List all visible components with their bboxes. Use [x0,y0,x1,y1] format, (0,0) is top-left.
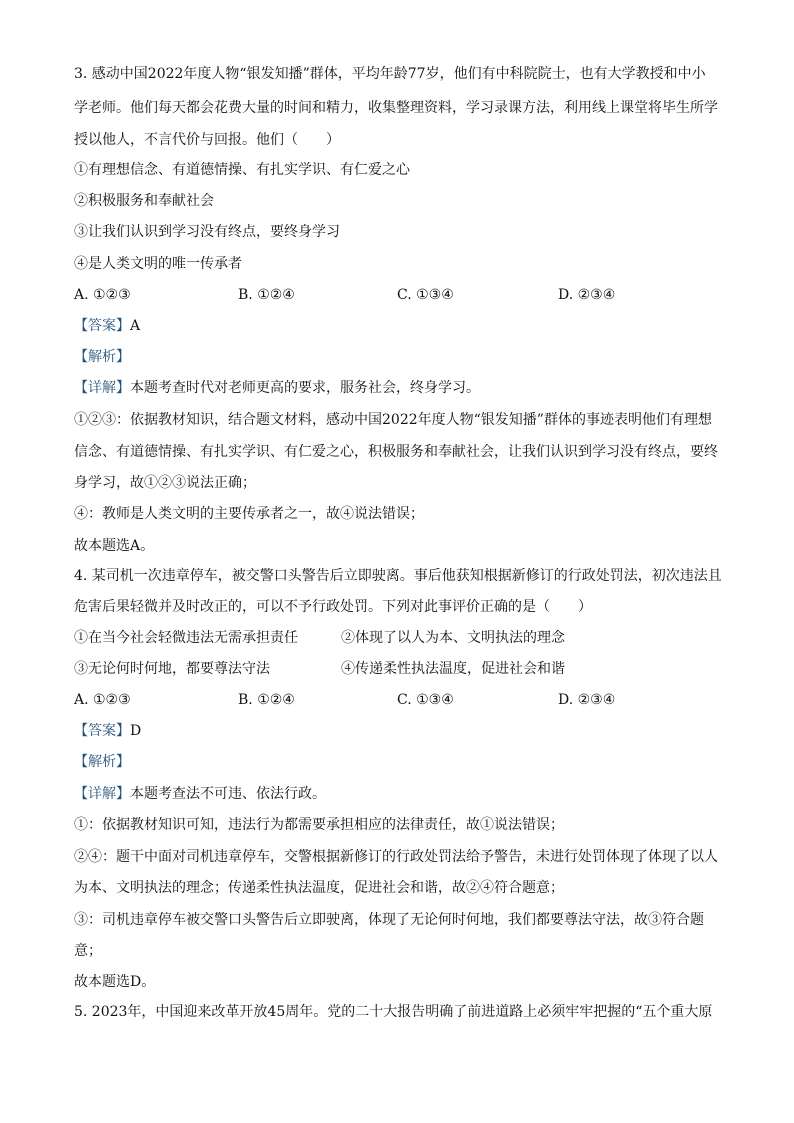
q4-answer-tag: 【答案】 [74,723,130,739]
q4-explanation-5: 意； [74,943,102,959]
q3-item-4: ④是人类文明的唯一传承者 [74,256,242,272]
q3-choice-b: B. ①②④ [238,287,295,303]
q4-explanation-2: ②④：题干中面对司机违章停车，交警根据新修订的行政处罚法给予警告，未进行处罚体现了体现了以人 [74,849,718,865]
q4-choice-b: B. ①②④ [238,692,295,708]
q3-explanation-4: ④：教师是人类文明的主要传承者之一，故④说法错误； [74,506,424,522]
q4-item-3: ③无论何时何地，都要尊法守法 [74,661,270,677]
q3-item-2: ②积极服务和奉献社会 [74,193,214,209]
q4-stem-line-1: 4. 某司机一次违章停车，被交警口头警告后立即驶离。事后他获知根据新修订的行政处罚法，初次违法且 [74,568,722,584]
q3-explanation-3: 身学习，故①②③说法正确； [74,475,256,491]
q3-item-1: ①有理想信念、有道德情操、有扎实学识、有仁爱之心 [74,162,410,178]
q4-items-row-1 [74,628,724,648]
q4-choice-a: A. ①②③ [74,692,131,708]
q3-stem-line-1: 3. 感动中国2022年度人物“银发知播”群体，平均年龄77岁，他们有中科院院士，也有大学教授和中小 [74,66,706,82]
q4-item-2: ②体现了以人为本、文明执法的理念 [341,630,565,646]
q3-choice-d: D. ②③④ [558,287,616,303]
q3-choice-a: A. ①②③ [74,287,131,303]
q4-stem-line-2: 危害后果轻微并及时改正的，可以不予行政处罚。下列对此事评价正确的是（ ） [74,599,592,615]
q3-item-3: ③让我们认识到学习没有终点，要终身学习 [74,224,340,240]
q3-answer-value: A [130,318,141,334]
q3-answer [74,316,724,336]
q4-item-1: ①在当今社会轻微违法无需承担责任 [74,630,298,646]
q3-stem-line-2: 学老师。他们每天都会花费大量的时间和精力，收集整理资料，学习录课方法，利用线上课堂将毕生所学 [74,100,718,116]
q3-explanation-1: ①②③：依据教材知识，结合题文材料，感动中国2022年度人物“银发知播”群体的事迹表明他们有理想 [74,412,712,428]
q3-stem-line-3: 授以他人，不言代价与回报。他们（ ） [74,132,340,148]
q3-detail-tag: 【详解】 [74,380,130,396]
q4-explanation-6: 故本题选D。 [74,974,156,990]
q3-detail [74,378,724,398]
q4-answer [74,721,724,741]
q3-choice-c: C. ①③④ [397,287,454,303]
q3-analysis-tag: 【解析】 [74,349,130,365]
q4-explanation-4: ③：司机违章停车被交警口头警告后立即驶离，体现了无论何时何地，我们都要尊法守法，故③符合题 [74,912,704,928]
q4-item-4: ④传递柔性执法温度，促进社会和谐 [341,661,565,677]
q4-explanation-1: ①：依据教材知识可知，违法行为都需要承担相应的法律责任，故①说法错误； [74,817,564,833]
q4-answer-value: D [130,723,142,739]
q4-explanation-3: 为本、文明执法的理念；传递柔性执法温度，促进社会和谐，故②④符合题意； [74,880,564,896]
q4-detail-text: 本题考查法不可违、依法行政。 [130,786,326,802]
q4-detail-tag: 【详解】 [74,786,130,802]
q3-explanation-5: 故本题选A。 [74,538,155,554]
q4-detail [74,784,724,804]
q5-stem-line-1: 5. 2023年，中国迎来改革开放45周年。党的二十大报告明确了前进道路上必须牢牢把握的“五个重大原 [74,1004,713,1020]
q3-detail-text: 本题考查时代对老师更高的要求，服务社会，终身学习。 [130,380,480,396]
q3-explanation-2: 信念、有道德情操、有扎实学识、有仁爱之心，积极服务和奉献社会，让我们认识到学习没有终点，要终 [74,444,718,460]
q4-choice-c: C. ①③④ [397,692,454,708]
q3-answer-tag: 【答案】 [74,318,130,334]
q4-choice-d: D. ②③④ [558,692,616,708]
q4-analysis-tag: 【解析】 [74,754,130,770]
q4-items-row-2 [74,659,724,679]
